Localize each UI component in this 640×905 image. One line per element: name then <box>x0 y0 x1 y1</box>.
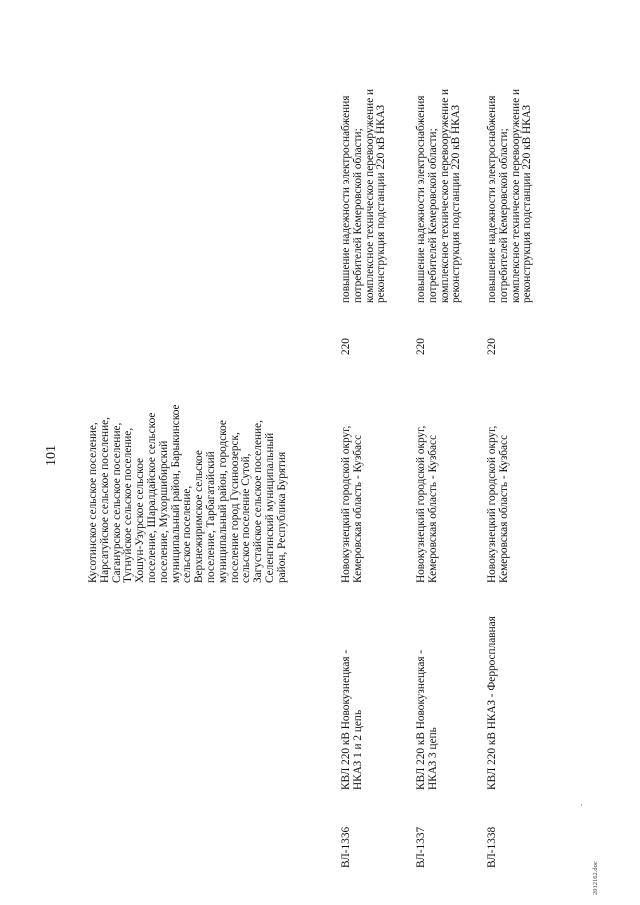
row-area: Новокузнецкий городской округ, Кемеровская область - Кузбасс <box>415 425 439 583</box>
row-code: ВЛ-1337 <box>415 826 427 868</box>
row-line-name: КВЛ 220 кВ Новокузнецкая - НКАЗ 3 цепь <box>415 649 439 790</box>
row-code: ВЛ-1338 <box>486 826 498 868</box>
stray-dash: - <box>578 803 585 806</box>
prev-row-area: Кусотинское сельское поселение, Нарсатуйское сельское поселение, Саганурское сельское поселение, Тугнуйское сельское поселение, Хошун-Узурское сельское поселение, Шаралдайское сельское поселение, Мухоршибирский муниципальный район, Барыкинское сельское поселение, Верхнежиримское сельское поселение, Тарбагатайский муниципальный район, городское поселение город Гусиноозерск, сельское поселение Сутой, Загустайское сельское поселение, Селенгинский муниципальный район, Республика Бурятия <box>87 404 288 583</box>
row-voltage: 220 <box>415 338 427 355</box>
page-number: 101 <box>44 445 59 466</box>
row-voltage: 220 <box>340 338 352 355</box>
row-code: ВЛ-1336 <box>340 826 352 868</box>
row-area: Новокузнецкий городской округ, Кемеровская область - Кузбасс <box>486 425 510 583</box>
footer-filename: 2012162.doc <box>592 861 599 895</box>
row-voltage: 220 <box>486 338 498 355</box>
row-purpose: повышение надежности электроснабжения потребителей Кемеровской области; комплексное техническое перевооружение и реконструкция подстанции 220 кВ НКАЗ <box>415 88 463 303</box>
row-purpose: повышение надежности электроснабжения потребителей Кемеровской области; комплексное техническое перевооружение и реконструкция подстанции 220 кВ НКАЗ <box>340 88 388 303</box>
row-line-name: КВЛ 220 кВ Новокузнецкая - НКАЗ 1 и 2 цепь <box>340 649 364 790</box>
row-purpose: повышение надежности электроснабжения потребителей Кемеровской области; комплексное техническое перевооружение и реконструкция подстанции 220 кВ НКАЗ <box>486 88 534 303</box>
row-line-name: КВЛ 220 кВ НКАЗ - Ферросплавная <box>486 616 498 790</box>
row-area: Новокузнецкий городской округ, Кемеровская область - Кузбасс <box>340 425 364 583</box>
